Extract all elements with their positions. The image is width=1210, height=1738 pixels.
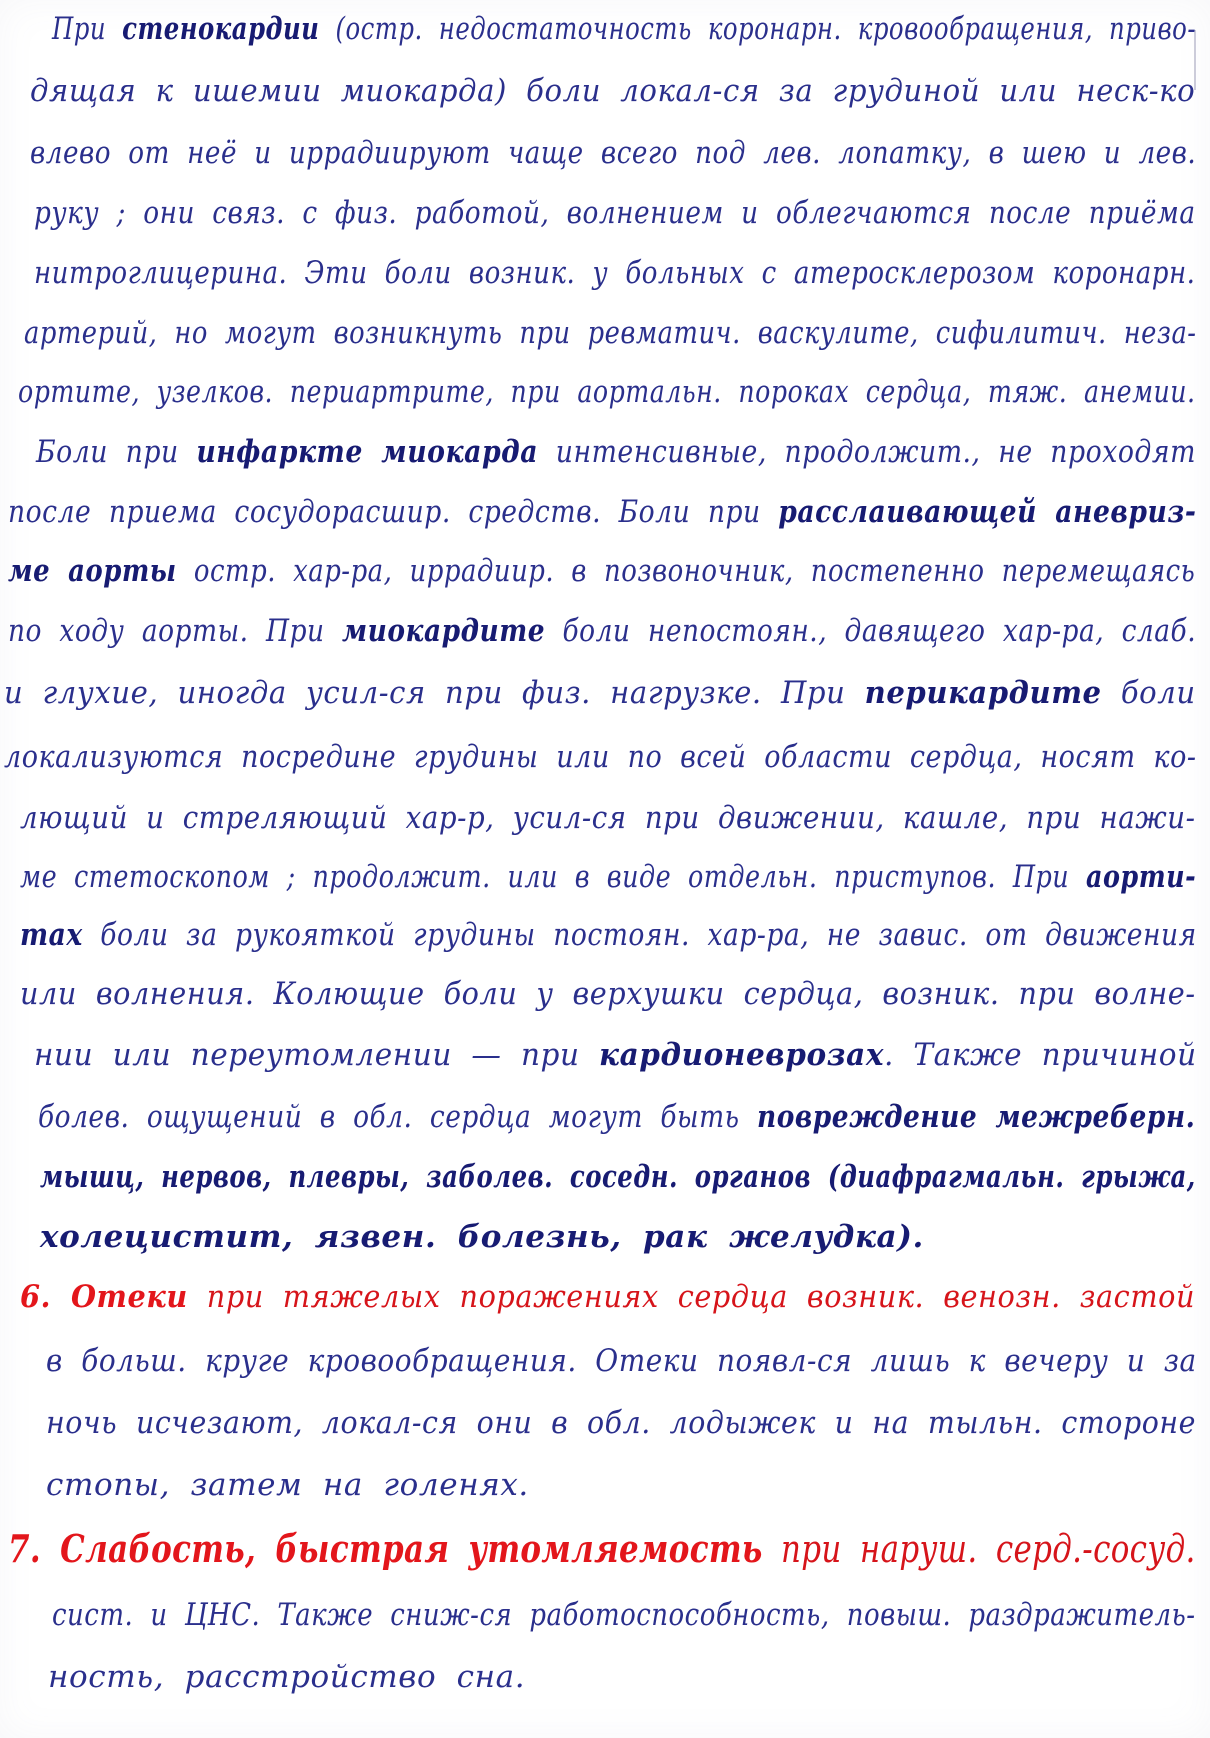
text-line [8,553,1196,589]
line-text: ночь исчезают, локал-ся они в обл. лодыжек и на тыльн. стороне [46,1405,1197,1441]
text-line [34,1037,1197,1073]
emphasized-term: мышц, нервов, плевры, заболев. соседн. органов (диафрагмальн. грыжа, [40,1159,1196,1195]
emphasized-term: холецистит, язвен. болезнь, рак желудка). [40,1219,924,1255]
line-text: локализуются посредине грудины или по всей области сердца, носят ко- [4,739,1197,775]
emphasized-term: кардионеврозах [599,1037,885,1073]
line-text: в больш. круге кровообращения. Отеки появл-ся лишь к вечеру и за [46,1343,1197,1379]
emphasized-term: миокардите [342,613,546,649]
emphasized-term: тах [20,917,83,953]
line-text: Боли при [36,434,197,470]
emphasized-term: инфаркте миокарда [196,434,539,470]
text-line [48,1659,526,1695]
line-text: по ходу аорты. При [8,613,343,649]
text-line [20,976,1196,1012]
text-line [40,1159,1196,1195]
text-line [36,434,1196,470]
section-heading-line [8,1526,1196,1571]
section-heading-line [20,1279,1196,1315]
text-line [24,315,1197,351]
emphasized-term: повреждение межреберн. [757,1099,1196,1135]
text-line [34,195,1196,231]
line-text: боли [1101,675,1196,711]
emphasized-term: стенокардии [122,11,320,47]
line-text: при тяжелых поражениях сердца возник. венозн. застой [187,1279,1196,1315]
line-text: боли за рукояткой грудины постоян. хар-ра, не завис. от движения [82,917,1197,953]
text-line [20,800,1196,836]
emphasized-term: 6. Отеки [20,1279,188,1315]
line-text: при наруш. серд.-сосуд. [762,1527,1196,1571]
text-line [40,1219,924,1255]
line-text: боли непостоян., давящего хар-ра, слаб. [545,613,1197,649]
text-line [20,917,1197,953]
text-line [18,374,1196,410]
line-text: лющий и стреляющий хар-р, усил-ся при движении, кашле, при нажи- [20,800,1196,836]
page-edge-mark [1194,30,1210,90]
line-text: При [52,11,123,47]
line-text: (остр. недостаточность коронарн. кровообращения, приво- [319,11,1197,47]
text-line [34,255,1196,291]
line-text: ортите, узелков. периартрите, при аортальн. пороках сердца, тяж. анемии. [18,374,1196,410]
emphasized-term: 7. Слабость, быстрая утомляемость [8,1526,763,1571]
text-line [30,73,1196,109]
line-text: интенсивные, продолжит., не проходят [538,434,1196,470]
line-text: руку ; они связ. с физ. работой, волнением и облегчаются после приёма [34,195,1196,231]
line-text: сист. и ЦНС. Также сниж-ся работоспособность, повыш. раздражитель- [52,1597,1196,1633]
text-line [20,859,1197,895]
line-text: болев. ощущений в обл. сердца могут быть [38,1099,758,1135]
text-line [8,494,1197,530]
emphasized-term: ме аорты [8,553,177,589]
text-line [4,739,1197,775]
emphasized-term: перикардите [864,675,1102,711]
text-line [4,675,1196,711]
emphasized-term: аорти- [1085,859,1197,895]
text-line [46,1405,1197,1441]
line-text: артерий, но могут возникнуть при ревматич. васкулите, сифилитич. неза- [24,315,1197,351]
line-text: ме стетоскопом ; продолжит. или в виде отдельн. приступов. При [20,859,1086,895]
line-text: нии или переутомлении — при [34,1037,600,1073]
line-text: нитроглицерина. Эти боли возник. у больных с атеросклерозом коронарн. [34,255,1196,291]
emphasized-term: расслаивающей аневриз- [778,494,1197,530]
text-line [52,1597,1196,1633]
text-line [46,1467,529,1503]
line-text: и глухие, иногда усил-ся при физ. нагрузке. При [4,675,865,711]
line-text: ность, расстройство сна. [48,1659,526,1695]
line-text: остр. хар-ра, иррадиир. в позвоночник, постепенно перемещаясь [176,553,1196,589]
line-text: после приема сосудорасшир. средств. Боли при [8,494,779,530]
text-line [46,1343,1197,1379]
line-text: или волнения. Колющие боли у верхушки сердца, возник. при волне- [20,976,1196,1012]
text-line [30,135,1197,171]
line-text: влево от неё и иррадиируют чаще всего под лев. лопатку, в шею и лев. [30,135,1197,171]
line-text: дящая к ишемии миокарда) боли локал-ся за грудиной или неск-ко [30,73,1196,109]
text-line [52,11,1197,47]
line-text: стопы, затем на голенях. [46,1467,529,1503]
line-text: . Также причиной [884,1037,1197,1073]
text-line [8,613,1197,649]
text-line [38,1099,1196,1135]
